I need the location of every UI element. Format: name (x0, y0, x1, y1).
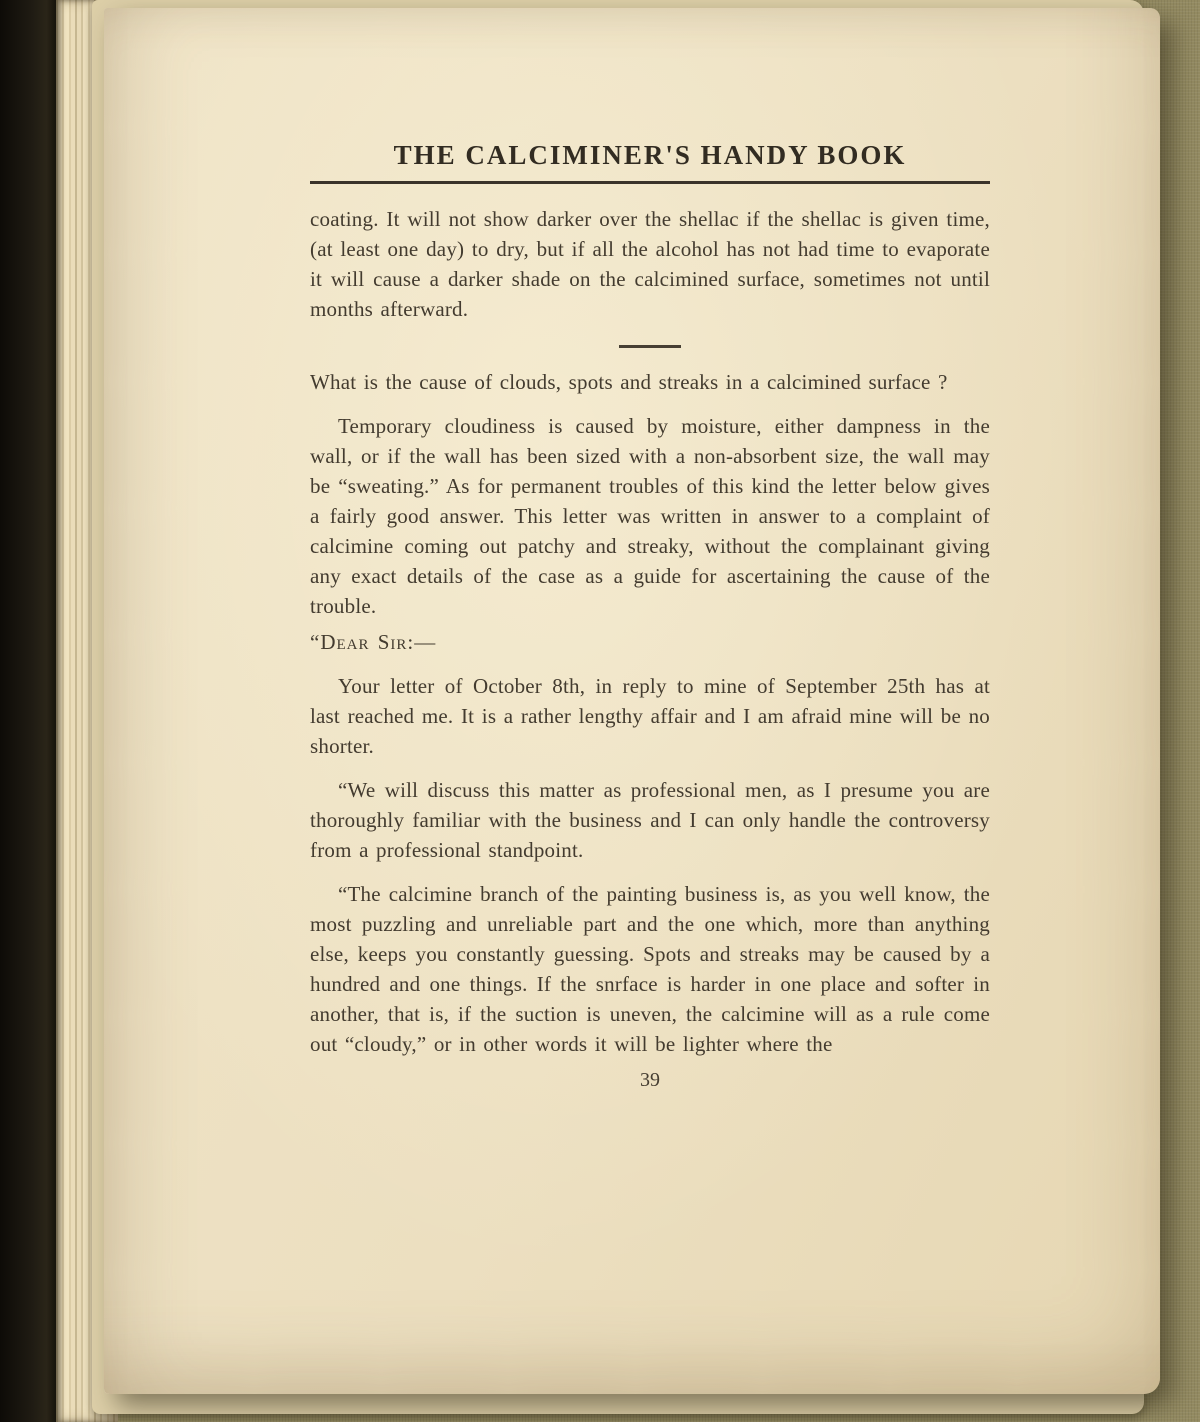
page-number: 39 (640, 1069, 660, 1091)
letter-salutation: “Dear Sir:— (310, 630, 437, 654)
section-divider (619, 345, 681, 348)
letter-paragraph-3: “The calcimine branch of the painting business is, as you well know, the most puzzling and unreliable part and the one which, more than anything else, keeps you constantly guessing. Spots and streaks may be caused by a hundred and one things. If the snrface is harder in one place and softer in another, that is, if the suction is uneven, the calcimine will as a rule come out “cloudy,” or in other words it will be lighter where the (310, 882, 990, 1056)
paragraph-cloudiness: Temporary cloudiness is caused by moisture, either dampness in the wall, or if the wall has been sized with a non-absorbent size, the wall may be “sweating.” As for permanent troubles of this kind the letter below gives a fairly good answer. This letter was written in answer to a complaint of calcimine coming out patchy and streaky, without the complainant giving any exact details of the case as a guide for ascertaining the cause of the trouble. (310, 414, 990, 618)
letter-paragraph-2: “We will discuss this matter as professional men, as I presume you are thoroughly familiar with the business and I can only handle the controversy from a professional standpoint. (310, 778, 990, 862)
book-cover-spine (0, 0, 58, 1422)
book-page (104, 8, 1160, 1394)
letter-paragraph-1: Your letter of October 8th, in reply to mine of September 25th has at last reached me. It is a rather lengthy affair and I am afraid mine will be no shorter. (310, 674, 990, 758)
running-header: THE CALCIMINER'S HANDY BOOK (393, 140, 907, 170)
text-block (310, 140, 990, 1092)
header-rule (310, 181, 990, 184)
question-heading: What is the cause of clouds, spots and streaks in a calcimined surface ? (310, 370, 948, 394)
paragraph-coating: coating. It will not show darker over the shellac if the shellac is given time, (at least one day) to dry, but if all the alcohol has not had time to evaporate it will cause a darker shade on the calcimined surface, sometimes not until months afterward. (310, 207, 990, 321)
